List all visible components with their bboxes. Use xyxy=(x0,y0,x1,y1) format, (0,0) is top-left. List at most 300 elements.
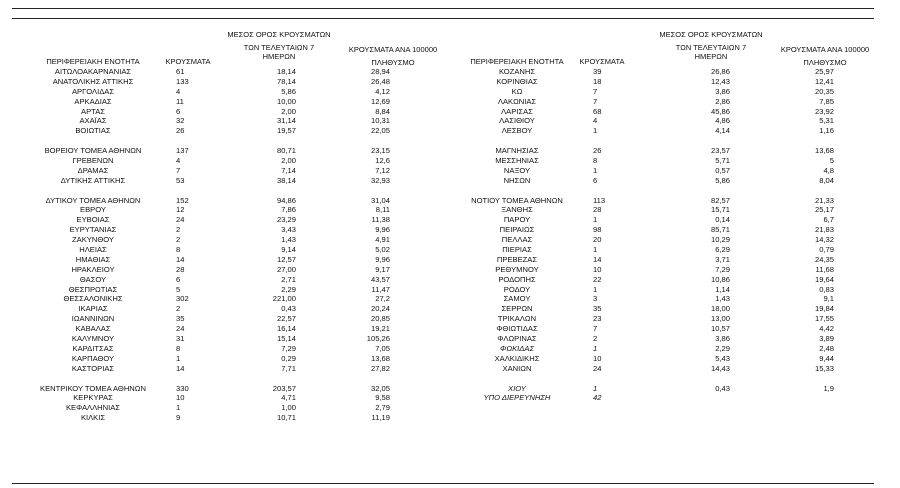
avg-header xyxy=(220,30,338,61)
avg-header-line2: ΤΩΝ ΤΕΛΕΥΤΑΙΩΝ 7 xyxy=(243,43,315,52)
cell-avg: 80,71 xyxy=(276,146,296,156)
cell-per: 25,17 xyxy=(814,205,834,215)
cell-avg: 26,86 xyxy=(710,67,730,76)
per-header-line2: ΠΛΗΘΥΣΜΟ xyxy=(803,58,847,67)
cell-per: 11,19 xyxy=(371,413,390,423)
cell-name: ΦΛΩΡΙΝΑΣ xyxy=(497,334,537,344)
spacer-row xyxy=(442,186,900,196)
cell-cases: 2 xyxy=(176,225,181,235)
cell-per: 22,05 xyxy=(370,126,390,136)
per-header-line1: ΚΡΟΥΣΜΑΤΑ ΑΝΑ 100000 xyxy=(348,45,438,54)
cell-name: ΠΕΛΛΑΣ xyxy=(501,235,533,245)
cell-name: ΣΑΜΟΥ xyxy=(503,294,531,304)
cell-cases: 1 xyxy=(593,126,598,136)
table-row xyxy=(0,205,450,215)
cell-cases: 8 xyxy=(593,156,598,166)
cell-avg: 2,29 xyxy=(715,343,730,353)
table-row xyxy=(442,97,900,107)
table-row xyxy=(0,146,450,156)
cell-per: 11,47 xyxy=(371,284,390,294)
cell-avg: 15,71 xyxy=(710,205,730,215)
cell-cases: 1 xyxy=(593,284,598,294)
cell-cases: 1 xyxy=(593,245,598,255)
cell-name: ΧΑΛΚΙΔΙΚΗΣ xyxy=(494,353,540,363)
cell-name: ΚΟΡΙΝΘΙΑΣ xyxy=(496,76,538,86)
cell-per: 7,05 xyxy=(375,343,390,353)
cell-cases: 1 xyxy=(593,383,598,393)
cell-avg: 13,00 xyxy=(710,314,730,324)
cell-cases: 7 xyxy=(593,324,598,334)
cell-avg: 7,29 xyxy=(281,343,296,353)
per-header xyxy=(770,43,880,67)
table-row xyxy=(0,126,450,136)
cell-name: ΚΟΖΑΝΗΣ xyxy=(498,67,536,76)
cell-per: 21,83 xyxy=(814,225,834,235)
cell-per: 21,33 xyxy=(814,195,834,205)
table-row xyxy=(442,294,900,304)
table-row xyxy=(0,87,450,97)
cell-name: ΒΟΡΕΙΟΥ ΤΟΜΕΑ ΑΘΗΝΩΝ xyxy=(44,146,142,156)
cell-per: 4,8 xyxy=(823,165,834,175)
cell-name: ΑΧΑΪΑΣ xyxy=(79,116,107,126)
cell-cases: 4 xyxy=(593,116,598,126)
cell-cases: 20 xyxy=(593,235,602,245)
cell-name: ΦΩΚΙΔΑΣ xyxy=(499,343,535,353)
cell-per: 27,2 xyxy=(375,294,390,304)
cell-cases: 14 xyxy=(176,363,185,373)
cell-per: 19,21 xyxy=(370,324,390,334)
cell-per: 3,89 xyxy=(819,334,834,344)
cell-cases: 22 xyxy=(593,274,602,284)
cell-avg: 3,86 xyxy=(715,334,730,344)
cell-name: ΚΑΣΤΟΡΙΑΣ xyxy=(71,363,115,373)
cell-per: 14,32 xyxy=(814,235,834,245)
cell-per: 4,12 xyxy=(375,86,390,96)
cell-cases: 133 xyxy=(176,76,189,86)
table-row xyxy=(442,116,900,126)
cell-avg: 0,29 xyxy=(281,353,296,363)
region-header: ΠΕΡΙΦΕΡΕΙΑΚΗ ΕΝΟΤΗΤΑ xyxy=(470,57,564,66)
cell-cases: 1 xyxy=(593,215,598,225)
cell-name: ΑΡΓΟΛΙΔΑΣ xyxy=(71,86,115,96)
cell-per: 23,15 xyxy=(370,146,390,156)
cell-cases: 152 xyxy=(176,195,189,205)
cell-name: ΚΑΡΠΑΘΟΥ xyxy=(71,353,115,363)
table-row xyxy=(442,156,900,166)
cell-per: 9,58 xyxy=(375,393,390,403)
cell-cases: 24 xyxy=(176,215,185,225)
table-row xyxy=(442,176,900,186)
cell-name: ΘΕΣΣΑΛΟΝΙΚΗΣ xyxy=(63,294,123,304)
cell-name: ΠΡΕΒΕΖΑΣ xyxy=(496,254,538,264)
table-row xyxy=(442,166,900,176)
cell-cases: 10 xyxy=(593,264,602,274)
table-row xyxy=(0,235,450,245)
cell-per: 5 xyxy=(829,156,834,166)
cell-name: ΡΟΔΟΠΗΣ xyxy=(498,274,536,284)
bottom-rule xyxy=(12,483,874,484)
table-row xyxy=(0,255,450,265)
cell-per: 8,11 xyxy=(375,205,390,215)
per-header-line2: ΠΛΗΘΥΣΜΟ xyxy=(371,58,415,67)
cell-avg: 4,71 xyxy=(281,393,296,403)
cell-avg: 12,43 xyxy=(710,76,730,86)
table-row xyxy=(442,107,900,117)
cell-name: ΠΙΕΡΙΑΣ xyxy=(502,245,532,255)
cell-avg: 2,29 xyxy=(281,284,296,294)
table-row xyxy=(0,334,450,344)
table-row xyxy=(0,314,450,324)
cell-cases: 8 xyxy=(176,245,181,255)
cell-name: ΔΥΤΙΚΗΣ ΑΤΤΙΚΗΣ xyxy=(60,175,126,185)
cell-per: 7,12 xyxy=(375,165,390,175)
cell-per: 5,31 xyxy=(819,116,834,126)
cell-per: 43,57 xyxy=(370,274,390,284)
cell-per: 9,1 xyxy=(823,294,834,304)
cell-per: 19,64 xyxy=(814,274,834,284)
table-row xyxy=(0,116,450,126)
cell-cases: 31 xyxy=(176,334,185,344)
cell-cases: 1 xyxy=(593,165,598,175)
cell-avg: 22,57 xyxy=(276,314,296,324)
table-row xyxy=(0,225,450,235)
cell-avg: 7,86 xyxy=(281,205,296,215)
cell-cases: 39 xyxy=(593,67,602,76)
table-row xyxy=(0,215,450,225)
cell-name: ΤΡΙΚΑΛΩΝ xyxy=(497,314,537,324)
cell-cases: 302 xyxy=(176,294,189,304)
cell-per: 13,68 xyxy=(370,353,390,363)
cell-name: ΛΑΡΙΣΑΣ xyxy=(501,106,533,116)
cell-per: 10,31 xyxy=(370,116,390,126)
table-row xyxy=(442,265,900,275)
per-header-line1: ΚΡΟΥΣΜΑΤΑ ΑΝΑ 100000 xyxy=(780,45,870,54)
cell-name: ΘΑΣΟΥ xyxy=(79,274,107,284)
cell-avg: 6,29 xyxy=(715,245,730,255)
cell-cases: 1 xyxy=(176,403,181,413)
cell-name: ΥΠΟ ΔΙΕΡΕΥΝΗΣΗ xyxy=(483,393,551,403)
left-rows xyxy=(0,67,450,423)
cell-name: ΚΑΛΥΜΝΟΥ xyxy=(71,334,115,344)
cell-name: ΡΕΘΥΜΝΟΥ xyxy=(495,264,539,274)
cell-per: 11,38 xyxy=(371,215,390,225)
table-row xyxy=(0,354,450,364)
table-row xyxy=(0,304,450,314)
cell-cases: 53 xyxy=(176,175,185,185)
cell-cases: 7 xyxy=(593,86,598,96)
cell-name: ΕΒΡΟΥ xyxy=(80,205,106,215)
table-row xyxy=(442,275,900,285)
table-row xyxy=(0,364,450,374)
cell-name: ΑΡΤΑΣ xyxy=(81,106,105,116)
cell-avg: 14,43 xyxy=(710,363,730,373)
cell-avg: 10,00 xyxy=(276,96,296,106)
cell-avg: 5,71 xyxy=(715,156,730,166)
cell-cases: 42 xyxy=(593,393,602,403)
cell-avg: 7,29 xyxy=(715,264,730,274)
spacer-row xyxy=(0,136,450,146)
cell-per: 5,02 xyxy=(375,245,390,255)
cell-name: ΗΛΕΙΑΣ xyxy=(79,245,107,255)
cell-avg: 1,00 xyxy=(281,403,296,413)
cell-avg: 7,14 xyxy=(281,165,296,175)
table-row xyxy=(442,364,900,374)
table-row xyxy=(0,77,450,87)
cell-per: 7,85 xyxy=(819,96,834,106)
cell-name: ΕΥΒΟΙΑΣ xyxy=(76,215,110,225)
cell-avg: 19,57 xyxy=(276,126,296,136)
table-row xyxy=(0,384,450,394)
cell-cases: 4 xyxy=(176,156,181,166)
cell-cases: 6 xyxy=(593,175,598,185)
avg-header-line3: ΗΜΕΡΩΝ xyxy=(262,52,296,61)
cell-per: 25,97 xyxy=(814,67,834,76)
cell-cases: 26 xyxy=(593,146,602,156)
cell-name: ΕΥΡΥΤΑΝΙΑΣ xyxy=(69,225,117,235)
cell-per: 105,26 xyxy=(366,334,390,344)
table-row xyxy=(442,225,900,235)
cell-avg: 2,00 xyxy=(281,106,296,116)
cell-cases: 137 xyxy=(176,146,189,156)
cell-name: ΠΕΙΡΑΙΩΣ xyxy=(499,225,535,235)
cases-header: ΚΡΟΥΣΜΑΤΑ xyxy=(165,57,211,66)
table-row xyxy=(442,384,900,394)
cell-name: ΔΥΤΙΚΟΥ ΤΟΜΕΑ ΑΘΗΝΩΝ xyxy=(45,195,141,205)
cell-avg: 31,14 xyxy=(276,116,296,126)
cell-avg: 3,86 xyxy=(715,86,730,96)
cell-name: ΚΑΒΑΛΑΣ xyxy=(75,324,111,334)
cell-cases: 14 xyxy=(593,254,602,264)
table-row xyxy=(0,344,450,354)
table-row xyxy=(442,344,900,354)
cell-cases: 28 xyxy=(176,264,185,274)
cell-cases: 14 xyxy=(176,254,185,264)
cell-per: 2,79 xyxy=(375,403,390,413)
top-rule xyxy=(12,8,874,9)
table-row xyxy=(0,265,450,275)
cell-avg: 10,57 xyxy=(710,324,730,334)
cell-per: 26,48 xyxy=(370,76,390,86)
cell-cases: 28 xyxy=(593,205,602,215)
cell-per: 23,92 xyxy=(814,106,834,116)
cell-per: 4,91 xyxy=(375,235,390,245)
cell-per: 15,33 xyxy=(814,363,834,373)
cell-name: ΑΙΤΩΛΟΑΚΑΡΝΑΝΙΑΣ xyxy=(54,67,132,76)
cell-cases: 11 xyxy=(176,96,184,106)
cell-name: ΒΟΙΩΤΙΑΣ xyxy=(75,126,111,136)
cell-name: ΖΑΚΥΝΘΟΥ xyxy=(72,235,114,245)
table-row xyxy=(0,196,450,206)
cell-cases: 1 xyxy=(176,353,181,363)
cell-avg: 3,43 xyxy=(281,225,296,235)
cell-per: 27,82 xyxy=(370,363,390,373)
table-row xyxy=(442,304,900,314)
cell-per: 20,35 xyxy=(814,86,834,96)
cell-cases: 4 xyxy=(176,86,181,96)
cell-name: ΡΟΔΟΥ xyxy=(503,284,531,294)
cell-per: 31,04 xyxy=(370,195,390,205)
cell-name: ΘΕΣΠΡΩΤΙΑΣ xyxy=(68,284,118,294)
table-row xyxy=(442,146,900,156)
table-row xyxy=(0,67,450,77)
cell-cases: 24 xyxy=(593,363,602,373)
cell-avg: 18,14 xyxy=(276,67,296,76)
table-row xyxy=(0,413,450,423)
cell-name: ΚΑΡΔΙΤΣΑΣ xyxy=(72,343,114,353)
cell-avg: 2,71 xyxy=(281,274,296,284)
cell-avg: 16,14 xyxy=(276,324,296,334)
table-row xyxy=(0,324,450,334)
table-row xyxy=(442,245,900,255)
table-row xyxy=(442,67,900,77)
cell-avg: 0,43 xyxy=(715,383,730,393)
cell-avg: 0,43 xyxy=(281,304,296,314)
table-row xyxy=(0,166,450,176)
cell-per: 2,48 xyxy=(819,343,834,353)
table-row xyxy=(442,87,900,97)
cell-avg: 9,14 xyxy=(281,245,296,255)
cell-per: 20,85 xyxy=(370,314,390,324)
table-row xyxy=(442,235,900,245)
cell-name: ΛΑΚΩΝΙΑΣ xyxy=(497,96,537,106)
cell-avg: 23,57 xyxy=(710,146,730,156)
spacer-row xyxy=(442,374,900,384)
cell-cases: 61 xyxy=(176,67,185,76)
cell-per: 12,6 xyxy=(375,156,390,166)
spacer-row xyxy=(442,136,900,146)
cell-cases: 12 xyxy=(176,205,185,215)
cell-name: ΑΝΑΤΟΛΙΚΗΣ ΑΤΤΙΚΗΣ xyxy=(52,76,134,86)
cell-cases: 10 xyxy=(176,393,185,403)
cell-avg: 18,00 xyxy=(710,304,730,314)
cell-per: 9,96 xyxy=(375,254,390,264)
cell-name: ΞΑΝΘΗΣ xyxy=(501,205,533,215)
cell-name: ΗΡΑΚΛΕΙΟΥ xyxy=(71,264,115,274)
cell-name: ΚΙΛΚΙΣ xyxy=(80,413,106,423)
cell-avg: 12,57 xyxy=(276,254,296,264)
cell-avg: 94,86 xyxy=(276,195,296,205)
avg-header xyxy=(652,30,770,61)
cell-name: ΔΡΑΜΑΣ xyxy=(77,165,109,175)
cell-cases: 5 xyxy=(176,284,181,294)
cell-name: ΚΩ xyxy=(511,86,523,96)
table-row xyxy=(442,215,900,225)
cell-avg: 7,71 xyxy=(281,363,296,373)
cases-header: ΚΡΟΥΣΜΑΤΑ xyxy=(579,57,625,66)
cell-name: ΝΑΞΟΥ xyxy=(503,165,531,175)
table-row xyxy=(0,97,450,107)
cell-cases: 10 xyxy=(593,353,602,363)
cell-cases: 6 xyxy=(176,106,181,116)
cell-avg: 38,14 xyxy=(276,175,296,185)
cell-name: ΝΟΤΙΟΥ ΤΟΜΕΑ ΑΘΗΝΩΝ xyxy=(471,195,563,205)
header-rule xyxy=(12,18,874,19)
cell-per: 8,04 xyxy=(819,175,834,185)
cell-per: 9,17 xyxy=(375,264,390,274)
cell-avg: 10,29 xyxy=(710,235,730,245)
cell-avg: 4,14 xyxy=(715,126,730,136)
cell-avg: 10,71 xyxy=(276,413,296,423)
right-rows xyxy=(442,67,900,403)
cell-per: 11,68 xyxy=(815,264,834,274)
cell-avg: 0,57 xyxy=(715,165,730,175)
spacer-row xyxy=(0,186,450,196)
cell-cases: 2 xyxy=(176,304,181,314)
table-row xyxy=(442,354,900,364)
cell-cases: 113 xyxy=(593,195,606,205)
table-row xyxy=(0,176,450,186)
cell-name: ΧΑΝΙΩΝ xyxy=(502,363,532,373)
table-row xyxy=(442,126,900,136)
cell-avg: 5,43 xyxy=(715,353,730,363)
cell-name: ΦΘΙΩΤΙΔΑΣ xyxy=(496,324,538,334)
cell-avg: 4,86 xyxy=(715,116,730,126)
table-row xyxy=(0,107,450,117)
cell-per: 4,42 xyxy=(819,324,834,334)
cell-cases: 35 xyxy=(593,304,602,314)
table-row xyxy=(442,285,900,295)
cell-avg: 203,57 xyxy=(272,383,296,393)
cell-avg: 3,71 xyxy=(715,254,730,264)
cell-per: 12,69 xyxy=(370,96,390,106)
cell-per: 13,68 xyxy=(814,146,834,156)
cell-per: 19,84 xyxy=(814,304,834,314)
cell-per: 0,79 xyxy=(819,245,834,255)
cell-avg: 23,29 xyxy=(276,215,296,225)
cell-per: 1,16 xyxy=(819,126,834,136)
cell-avg: 5,86 xyxy=(281,86,296,96)
cell-per: 0,83 xyxy=(819,284,834,294)
table-row xyxy=(442,196,900,206)
table-row xyxy=(0,285,450,295)
cell-cases: 23 xyxy=(593,314,602,324)
cell-cases: 18 xyxy=(593,76,602,86)
cell-per: 6,7 xyxy=(823,215,834,225)
cell-avg: 2,00 xyxy=(281,156,296,166)
avg-header-line3: ΗΜΕΡΩΝ xyxy=(694,52,728,61)
table-row xyxy=(442,334,900,344)
cell-cases: 7 xyxy=(176,165,181,175)
cell-cases: 9 xyxy=(176,413,181,423)
cell-avg: 5,86 xyxy=(715,175,730,185)
table-row xyxy=(442,324,900,334)
cell-cases: 6 xyxy=(176,274,181,284)
cell-cases: 32 xyxy=(176,116,185,126)
cell-name: ΚΕΦΑΛΛΗΝΙΑΣ xyxy=(65,403,121,413)
cell-name: ΚΕΡΚΥΡΑΣ xyxy=(73,393,113,403)
cell-name: ΜΑΓΝΗΣΙΑΣ xyxy=(495,146,539,156)
avg-header-line1: ΜΕΣΟΣ ΟΡΟΣ ΚΡΟΥΣΜΑΤΩΝ xyxy=(227,30,331,39)
spacer-row xyxy=(0,374,450,384)
cell-name: ΑΡΚΑΔΙΑΣ xyxy=(74,96,112,106)
cell-cases: 7 xyxy=(593,96,598,106)
cell-avg: 82,57 xyxy=(710,195,730,205)
cell-per: 28,94 xyxy=(370,67,390,76)
cell-per: 20,24 xyxy=(370,304,390,314)
cell-per: 9,96 xyxy=(375,225,390,235)
table-row xyxy=(442,393,900,403)
cell-name: ΝΗΣΩΝ xyxy=(503,175,531,185)
cell-cases: 8 xyxy=(176,343,181,353)
cell-name: ΗΜΑΘΙΑΣ xyxy=(75,254,111,264)
cell-avg: 10,86 xyxy=(710,274,730,284)
cell-per: 32,05 xyxy=(370,383,390,393)
cell-cases: 3 xyxy=(593,294,598,304)
cell-per: 24,35 xyxy=(814,254,834,264)
cell-avg: 2,86 xyxy=(715,96,730,106)
cell-name: ΜΕΣΣΗΝΙΑΣ xyxy=(495,156,539,166)
cell-avg: 1,14 xyxy=(715,284,730,294)
